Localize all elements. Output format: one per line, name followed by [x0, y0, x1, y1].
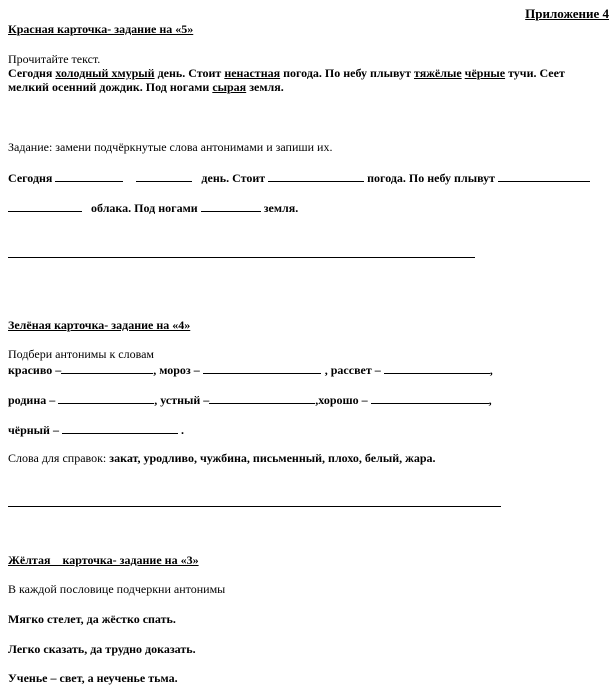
answer-blank[interactable] — [384, 362, 490, 374]
red-card-answer-line[interactable] — [8, 257, 475, 258]
proverb-1[interactable]: Мягко стелет, да жёстко спать. — [8, 612, 176, 626]
answer-blank[interactable] — [201, 200, 261, 212]
word-label: красиво – — [8, 363, 62, 377]
hint-words: закат, уродливо, чужбина, письменный, плохо, белый, жара. — [109, 451, 436, 465]
punctuation: . — [180, 423, 184, 437]
underlined-word: чёрные — [464, 66, 506, 80]
word-label: , мороз – — [153, 363, 200, 377]
yellow-card-instruction: В каждой пословице подчеркни антонимы — [8, 582, 226, 596]
text-part: Сегодня — [8, 66, 56, 80]
answer-blank[interactable] — [62, 422, 178, 434]
punctuation: , — [489, 363, 493, 377]
answer-blank[interactable] — [58, 392, 154, 404]
green-card-answer-line[interactable] — [8, 506, 501, 507]
red-card-task: Задание: замени подчёркнутые слова антонимами и запиши их. — [8, 140, 333, 154]
text-part: Сегодня — [8, 171, 53, 185]
green-words-line-1 — [8, 362, 493, 377]
text-part: мелкий осенний дождик. Под ногами — [8, 80, 213, 94]
green-card-instruction: Подбери антонимы к словам — [8, 347, 155, 361]
underlined-word: сырая — [212, 80, 247, 94]
punctuation: , — [488, 393, 492, 407]
answer-blank[interactable] — [61, 362, 153, 374]
word-label: , рассвет – — [324, 363, 381, 377]
green-words-line-2 — [8, 392, 492, 407]
appendix-label: Приложение 4 — [525, 6, 609, 21]
word-label: чёрный – — [8, 423, 59, 437]
underlined-word: тяжёлые — [413, 66, 462, 80]
answer-blank[interactable] — [209, 392, 315, 404]
red-card-title: Красная карточка- задание на «5» — [8, 22, 194, 36]
hint-label: Слова для справок: — [8, 451, 110, 465]
yellow-card-title: Жёлтая карточка- задание на «3» — [8, 553, 199, 567]
text-part: земля. — [263, 201, 299, 215]
answer-blank[interactable] — [55, 170, 123, 182]
red-fill-line-1 — [8, 170, 590, 185]
green-hint — [8, 451, 436, 465]
word-label: , устный – — [154, 393, 210, 407]
proverb-3[interactable]: Ученье – свет, а неученье тьма. — [8, 671, 178, 685]
text-part: погода. По небу плывут — [280, 66, 414, 80]
answer-blank[interactable] — [371, 392, 489, 404]
red-fill-line-2 — [8, 200, 298, 215]
proverb-2[interactable]: Легко сказать, да трудно доказать. — [8, 642, 196, 656]
answer-blank[interactable] — [203, 362, 321, 374]
green-words-line-3 — [8, 422, 184, 437]
answer-blank[interactable] — [8, 200, 82, 212]
text-part: тучи. Сеет — [505, 66, 565, 80]
text-part: день. Стоит — [201, 171, 266, 185]
red-card-text-line-2 — [8, 80, 284, 94]
underlined-word: холодный хмурый — [55, 66, 155, 80]
text-part: земля. — [246, 80, 284, 94]
text-part: день. Стоит — [154, 66, 225, 80]
underlined-word: ненастная — [224, 66, 281, 80]
green-card-title: Зелёная карточка- задание на «4» — [8, 318, 191, 332]
answer-blank[interactable] — [498, 170, 590, 182]
word-label: ,хорошо – — [315, 393, 368, 407]
answer-blank[interactable] — [268, 170, 364, 182]
word-label: родина – — [8, 393, 56, 407]
text-part: облака. Под ногами — [91, 201, 198, 215]
answer-blank[interactable] — [136, 170, 192, 182]
red-card-instruction: Прочитайте текст. — [8, 52, 101, 66]
red-card-text-line-1 — [8, 66, 565, 80]
text-part: погода. По небу плывут — [367, 171, 496, 185]
